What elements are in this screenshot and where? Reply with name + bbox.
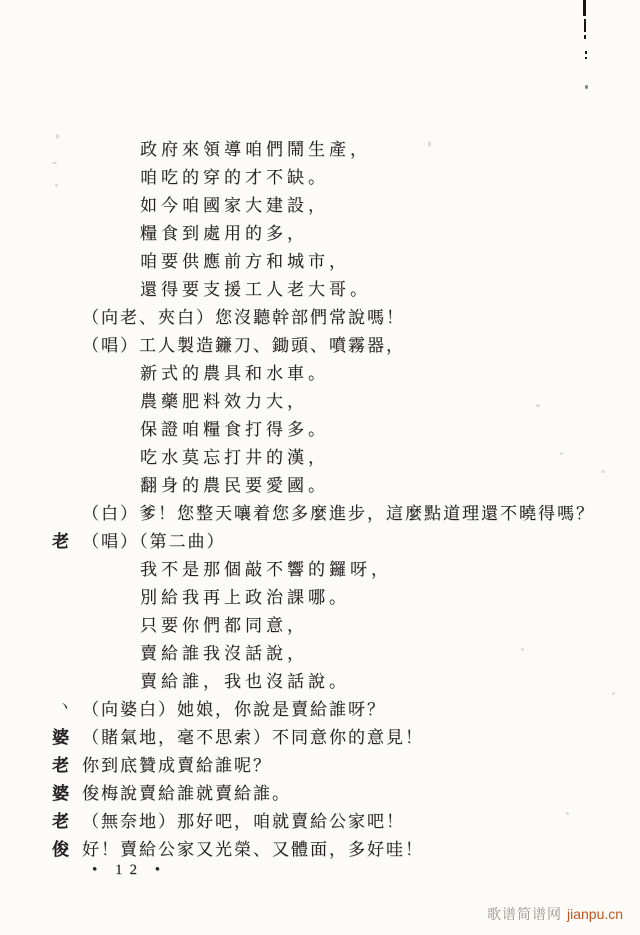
script-line-text: （白）爹！您整天嚷着您多麼進步，這麼點道理還不曉得嗎？ bbox=[82, 504, 595, 523]
script-line-text: 賣給誰我沒話說， bbox=[140, 644, 308, 663]
script-line bbox=[0, 724, 640, 752]
script-line bbox=[0, 472, 640, 500]
script-line bbox=[0, 780, 640, 808]
script-line bbox=[0, 528, 640, 556]
script-line bbox=[0, 584, 640, 612]
script-line bbox=[0, 668, 640, 696]
script-line-text: （無奈地）那好吧，咱就賣給公家吧！ bbox=[82, 812, 405, 831]
scan-artifact bbox=[584, 19, 586, 32]
margin-mark: ヽ bbox=[57, 699, 73, 715]
script-line bbox=[0, 416, 640, 444]
script-line-text: （唱）（第二曲） bbox=[82, 532, 226, 551]
scan-artifact bbox=[584, 35, 586, 39]
scan-artifact bbox=[585, 57, 587, 59]
script-line-text: 只要你們都同意， bbox=[140, 616, 308, 635]
watermark bbox=[487, 904, 623, 924]
speaker-label: 老 bbox=[52, 756, 69, 775]
script-line-text: 賣給誰，我也沒話說。 bbox=[140, 672, 350, 691]
script-line-text: 保證咱糧食打得多。 bbox=[140, 420, 329, 439]
script-line-text: （向婆白）她娘，你說是賣給誰呀？ bbox=[82, 700, 386, 719]
script-line-text: 糧食到處用的多， bbox=[140, 224, 308, 243]
script-line bbox=[0, 612, 640, 640]
script-text-block bbox=[0, 136, 640, 864]
script-line bbox=[0, 220, 640, 248]
script-line bbox=[0, 248, 640, 276]
script-line-text: 我不是那個敲不響的鑼呀， bbox=[140, 560, 392, 579]
scan-artifact bbox=[585, 85, 588, 89]
script-line-text: 別給我再上政治課哪。 bbox=[140, 588, 350, 607]
script-line-text: 你到底贊成賣給誰呢？ bbox=[82, 756, 272, 775]
script-line bbox=[0, 276, 640, 304]
script-line bbox=[0, 696, 640, 724]
page-number: • 12 • bbox=[92, 862, 168, 878]
script-line-text: 農藥肥料效力大， bbox=[140, 392, 308, 411]
script-line bbox=[0, 136, 640, 164]
speaker-label: 俊 bbox=[52, 840, 69, 859]
script-line-text: 咱吃的穿的才不缺。 bbox=[140, 168, 329, 187]
script-line bbox=[0, 164, 640, 192]
script-line-text: （向老、夾白）您沒聽幹部們常說嗎！ bbox=[82, 308, 405, 327]
script-line bbox=[0, 640, 640, 668]
script-line-text: 吃水莫忘打井的漢， bbox=[140, 448, 329, 467]
scan-artifact bbox=[585, 51, 587, 54]
script-line-text: 俊梅說賣給誰就賣給誰。 bbox=[82, 784, 291, 803]
scan-artifact bbox=[583, 0, 586, 16]
script-line-text: 好！賣給公家又光榮、又體面，多好哇！ bbox=[82, 840, 424, 859]
script-line bbox=[0, 192, 640, 220]
script-line bbox=[0, 388, 640, 416]
script-line-text: （賭氣地，毫不思索）不同意你的意見！ bbox=[82, 728, 424, 747]
script-line bbox=[0, 752, 640, 780]
watermark-domain: jianpu.cn bbox=[567, 906, 624, 922]
script-line-text: 咱要供應前方和城市， bbox=[140, 252, 350, 271]
script-line bbox=[0, 808, 640, 836]
script-line-text: 還得要支援工人老大哥。 bbox=[140, 280, 371, 299]
speaker-label: 老 bbox=[52, 532, 69, 551]
watermark-site-name: 歌谱简谱网 bbox=[487, 908, 562, 923]
speaker-label: 老 bbox=[52, 812, 69, 831]
speaker-label: 婆 bbox=[52, 784, 69, 803]
speaker-label: 婆 bbox=[52, 728, 69, 747]
script-line bbox=[0, 556, 640, 584]
script-line-text: （唱）工人製造鐮刀、鋤頭、噴霧器， bbox=[82, 336, 405, 355]
script-line-text: 翻身的農民要愛國。 bbox=[140, 476, 329, 495]
script-line bbox=[0, 836, 640, 864]
script-line bbox=[0, 332, 640, 360]
script-line bbox=[0, 360, 640, 388]
script-line bbox=[0, 444, 640, 472]
script-line bbox=[0, 304, 640, 332]
script-line-text: 政府來領導咱們鬧生產， bbox=[140, 140, 371, 159]
script-line bbox=[0, 500, 640, 528]
script-line-text: 如今咱國家大建設， bbox=[140, 196, 329, 215]
script-line-text: 新式的農具和水車。 bbox=[140, 364, 329, 383]
